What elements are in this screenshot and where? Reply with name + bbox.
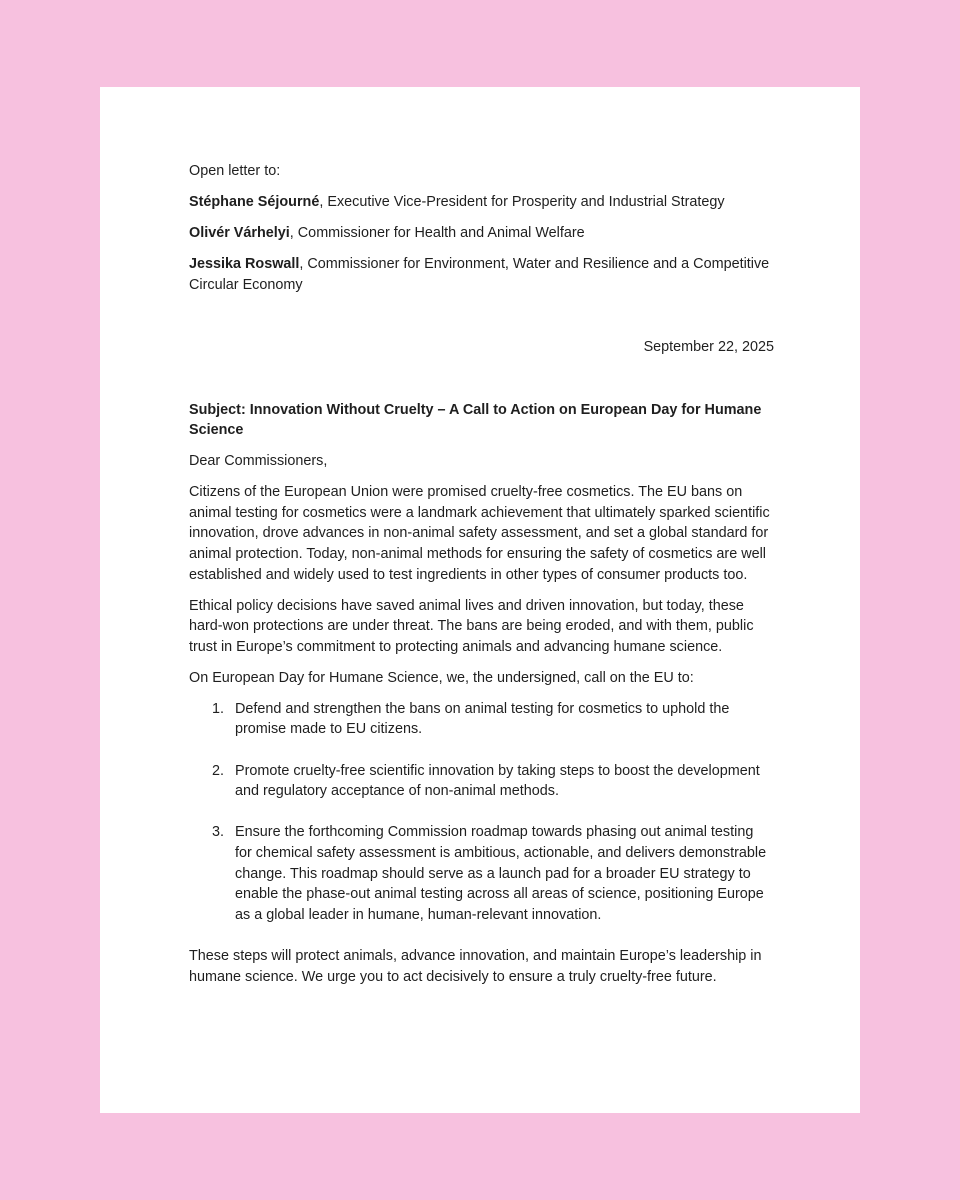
letter-date: September 22, 2025 [643,339,774,356]
recipient-role: , Commissioner for Environment, Water and Resilience and a Competitive Circular Economy [189,255,770,293]
list-item [212,699,774,740]
recipient-name: Olivér Várhelyi [189,224,290,241]
list-text: Ensure the forthcoming Commission roadmap towards phasing out animal testing for chemical safety assessment is ambitious, actionable, and delivers demonstrable change. This roadmap should serve as a launch pad for a broader EU strategy to enable the phase-out animal testing across all areas of science, positioning Europe as a global leader in humane, human-relevant innovation. [235,824,767,923]
demands-list [189,699,774,926]
recipient-1 [189,192,774,213]
list-text: Promote cruelty-free scientific innovation by taking steps to boost the development and regulatory acceptance of non-animal methods. [235,762,760,800]
recipient-3 [189,254,774,295]
letter-page [100,87,860,1113]
list-item [212,822,774,925]
list-number: 1. [212,700,225,717]
list-number: 3. [212,824,225,841]
open-letter-label: Open letter to: [189,163,281,179]
recipient-2 [189,223,774,244]
list-text: Defend and strengthen the bans on animal testing for cosmetics to uphold the promise made to EU citizens. [235,700,730,738]
letter-subject: Subject: Innovation Without Cruelty – A Call to Action on European Day for Humane Science [189,401,762,439]
paragraph-3: On European Day for Humane Science, we, the undersigned, call on the EU to: [189,669,694,686]
paragraph-1: Citizens of the European Union were promised cruelty-free cosmetics. The EU bans on animal testing for cosmetics were a landmark achievement that ultimately sparked scientific innovation, drove advances in non-animal safety assessment, and set a global standard for animal protection. Today, non-animal methods for ensuring the safety of cosmetics are well established and widely used to test ingredients in other types of consumer products too. [189,484,770,583]
recipient-role: , Commissioner for Health and Animal Welfare [289,224,585,241]
paragraph-2: Ethical policy decisions have saved animal lives and driven innovation, but today, these hard-won protections are under threat. The bans are being eroded, and with them, public trust in Europe’s commitment to protecting animals and advancing humane science. [189,597,754,655]
salutation: Dear Commissioners, [189,453,328,470]
recipient-role: , Executive Vice-President for Prosperity and Industrial Strategy [319,193,725,210]
list-item [212,761,774,802]
recipient-name: Jessika Roswall [189,255,300,272]
list-number: 2. [212,762,225,779]
closing-paragraph: These steps will protect animals, advance innovation, and maintain Europe’s leadership in humane science. We urge you to act decisively to ensure a truly cruelty-free future. [189,947,762,985]
recipient-name: Stéphane Séjourné [189,193,320,210]
